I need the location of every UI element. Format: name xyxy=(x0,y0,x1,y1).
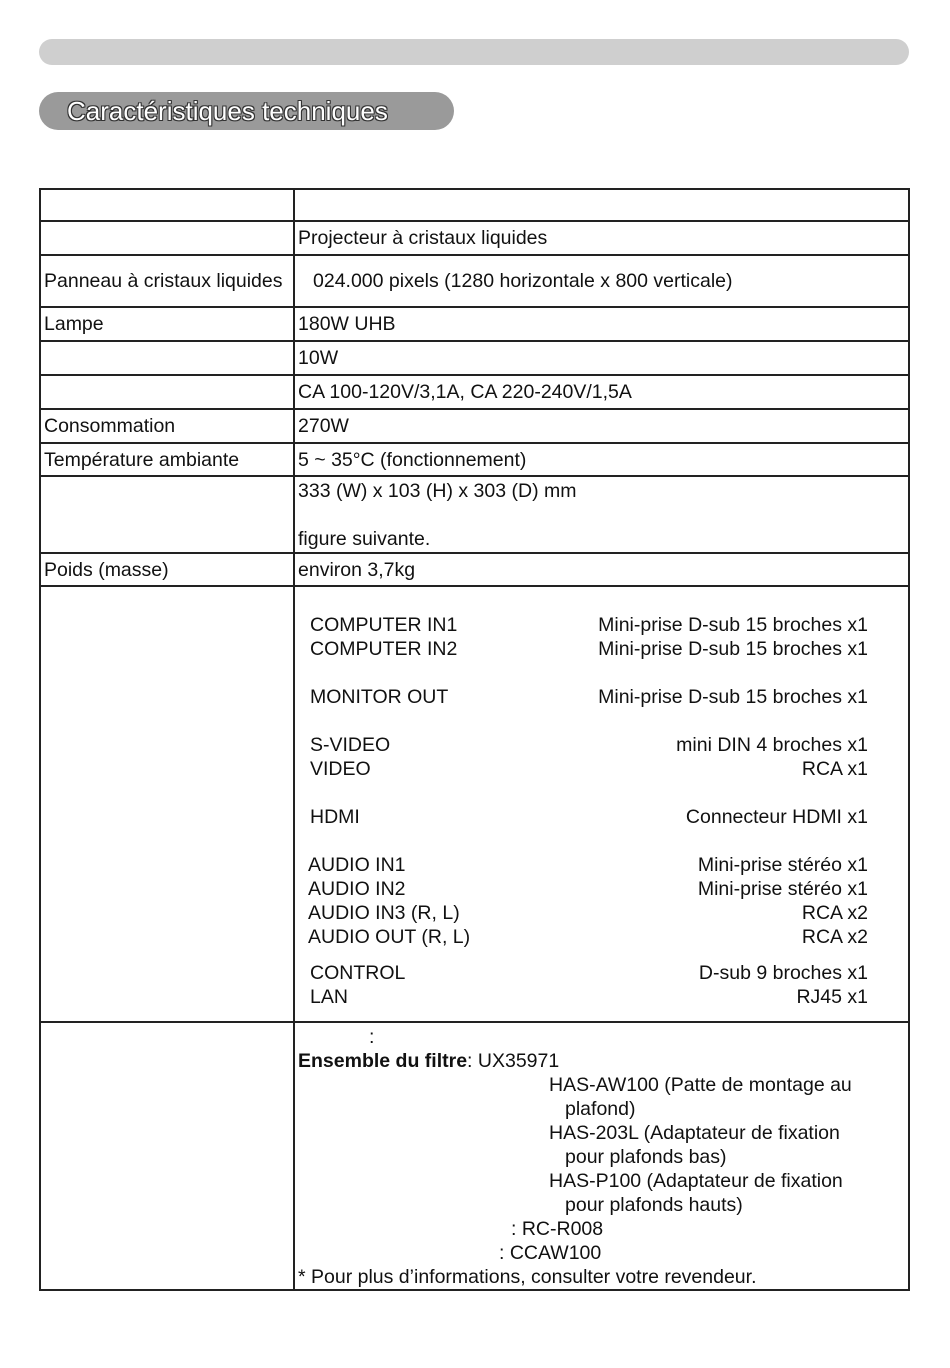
connector-name: CONTROL xyxy=(310,962,406,984)
spec-label-accessories xyxy=(40,1022,294,1290)
spec-label-panel: Panneau à cristaux liquides xyxy=(40,255,294,307)
specifications-table xyxy=(39,188,910,1291)
connector-type: RJ45 x1 xyxy=(796,986,868,1008)
mount-option-cont: pour plafonds bas) xyxy=(565,1146,727,1168)
connector-name: HDMI xyxy=(310,806,360,828)
spec-label xyxy=(40,341,294,375)
filter-label: Ensemble du filtre xyxy=(298,1050,468,1072)
list-item xyxy=(310,901,868,925)
remote-line: : RC-R008 xyxy=(511,1218,604,1240)
list-item xyxy=(310,805,868,829)
pixels-text: 024.000 pixels (1280 horizontale x 800 verticale) xyxy=(313,270,733,292)
table-row xyxy=(40,189,909,221)
dimensions-text: 333 (W) x 103 (H) x 303 (D) mm xyxy=(298,480,577,502)
filter-value: : UX35971 xyxy=(467,1050,560,1072)
table-row xyxy=(40,1022,909,1290)
list-item xyxy=(310,637,868,661)
list-item xyxy=(310,757,868,781)
connector-type: D-sub 9 broches x1 xyxy=(698,962,868,984)
table-row xyxy=(40,409,909,443)
spec-value-accessories xyxy=(294,1022,909,1290)
footnote: * Pour plus d’informations, consulter votre revendeur. xyxy=(298,1266,757,1288)
connector-type: Mini-prise D-sub 15 broches x1 xyxy=(598,686,868,708)
list-item xyxy=(310,877,868,901)
spec-label-ports xyxy=(40,586,294,1022)
list-item xyxy=(310,613,868,637)
case-line: : CCAW100 xyxy=(499,1242,602,1264)
connector-type: RCA x2 xyxy=(801,902,868,924)
spec-value xyxy=(294,189,909,221)
list-item xyxy=(310,853,868,877)
connector-list xyxy=(298,587,905,1009)
dimensions-note: figure suivante. xyxy=(298,528,431,550)
spec-label-consumption: Consommation xyxy=(40,409,294,443)
spec-value-temperature: 5 ~ 35°C (fonctionnement) xyxy=(294,443,909,476)
connector-type: RCA x1 xyxy=(801,758,868,780)
connector-name: VIDEO xyxy=(310,758,371,780)
table-row xyxy=(40,221,909,255)
connector-name: AUDIO IN3 (R, L) xyxy=(308,902,460,924)
connector-name: COMPUTER IN1 xyxy=(310,614,458,636)
list-item xyxy=(310,985,868,1009)
spec-value-ports xyxy=(294,586,909,1022)
list-item xyxy=(310,961,868,985)
connector-type: RCA x2 xyxy=(801,926,868,948)
table-row xyxy=(40,307,909,341)
table-row xyxy=(40,443,909,476)
table-row xyxy=(40,341,909,375)
spec-value-power: CA 100-120V/3,1A, CA 220-240V/1,5A xyxy=(294,375,909,409)
list-item xyxy=(310,925,868,949)
table-row xyxy=(40,476,909,553)
spec-label xyxy=(40,476,294,553)
connector-type: Mini-prise stéréo x1 xyxy=(697,854,868,876)
mount-option-cont: pour plafonds hauts) xyxy=(565,1194,743,1216)
filter-line xyxy=(298,1049,905,1073)
connector-name: AUDIO IN1 xyxy=(308,854,406,876)
spec-label-lamp: Lampe xyxy=(40,307,294,341)
spec-label-weight: Poids (masse) xyxy=(40,553,294,586)
top-banner-bar xyxy=(39,39,909,65)
spec-value-panel xyxy=(294,255,909,307)
mount-option: HAS-203L (Adaptateur de fixation xyxy=(549,1122,840,1144)
connector-name: S-VIDEO xyxy=(310,734,391,756)
list-item xyxy=(310,733,868,757)
spec-label xyxy=(40,375,294,409)
spec-value-speaker: 10W xyxy=(294,341,909,375)
mount-option: HAS-P100 (Adaptateur de fixation xyxy=(549,1170,843,1192)
connector-name: MONITOR OUT xyxy=(310,686,449,708)
spec-value-dimensions xyxy=(294,476,909,553)
connector-type: Mini-prise D-sub 15 broches x1 xyxy=(598,614,868,636)
connector-type: Connecteur HDMI x1 xyxy=(685,806,868,828)
spec-label xyxy=(40,189,294,221)
accessories-line: : xyxy=(369,1026,375,1048)
table-row xyxy=(40,586,909,1022)
connector-type: mini DIN 4 broches x1 xyxy=(676,734,868,756)
spec-value-lamp: 180W UHB xyxy=(294,307,909,341)
section-title: Caractéristiques techniques xyxy=(67,96,388,126)
connector-name: AUDIO IN2 xyxy=(308,878,406,900)
list-item xyxy=(310,685,868,709)
spec-label-temperature: Température ambiante xyxy=(40,443,294,476)
spec-value-consumption: 270W xyxy=(294,409,909,443)
table-row xyxy=(40,255,909,307)
connector-type: Mini-prise stéréo x1 xyxy=(697,878,868,900)
mount-option-cont: plafond) xyxy=(565,1098,636,1120)
connector-name: AUDIO OUT (R, L) xyxy=(308,926,471,948)
connector-name: COMPUTER IN2 xyxy=(310,638,458,660)
table-row xyxy=(40,375,909,409)
table-row xyxy=(40,553,909,586)
spec-value: Projecteur à cristaux liquides xyxy=(294,221,909,255)
spec-label xyxy=(40,221,294,255)
connector-type: Mini-prise D-sub 15 broches x1 xyxy=(598,638,868,660)
spec-value-weight: environ 3,7kg xyxy=(294,553,909,586)
connector-name: LAN xyxy=(310,986,348,1008)
mount-option: HAS-AW100 (Patte de montage au xyxy=(549,1074,852,1096)
